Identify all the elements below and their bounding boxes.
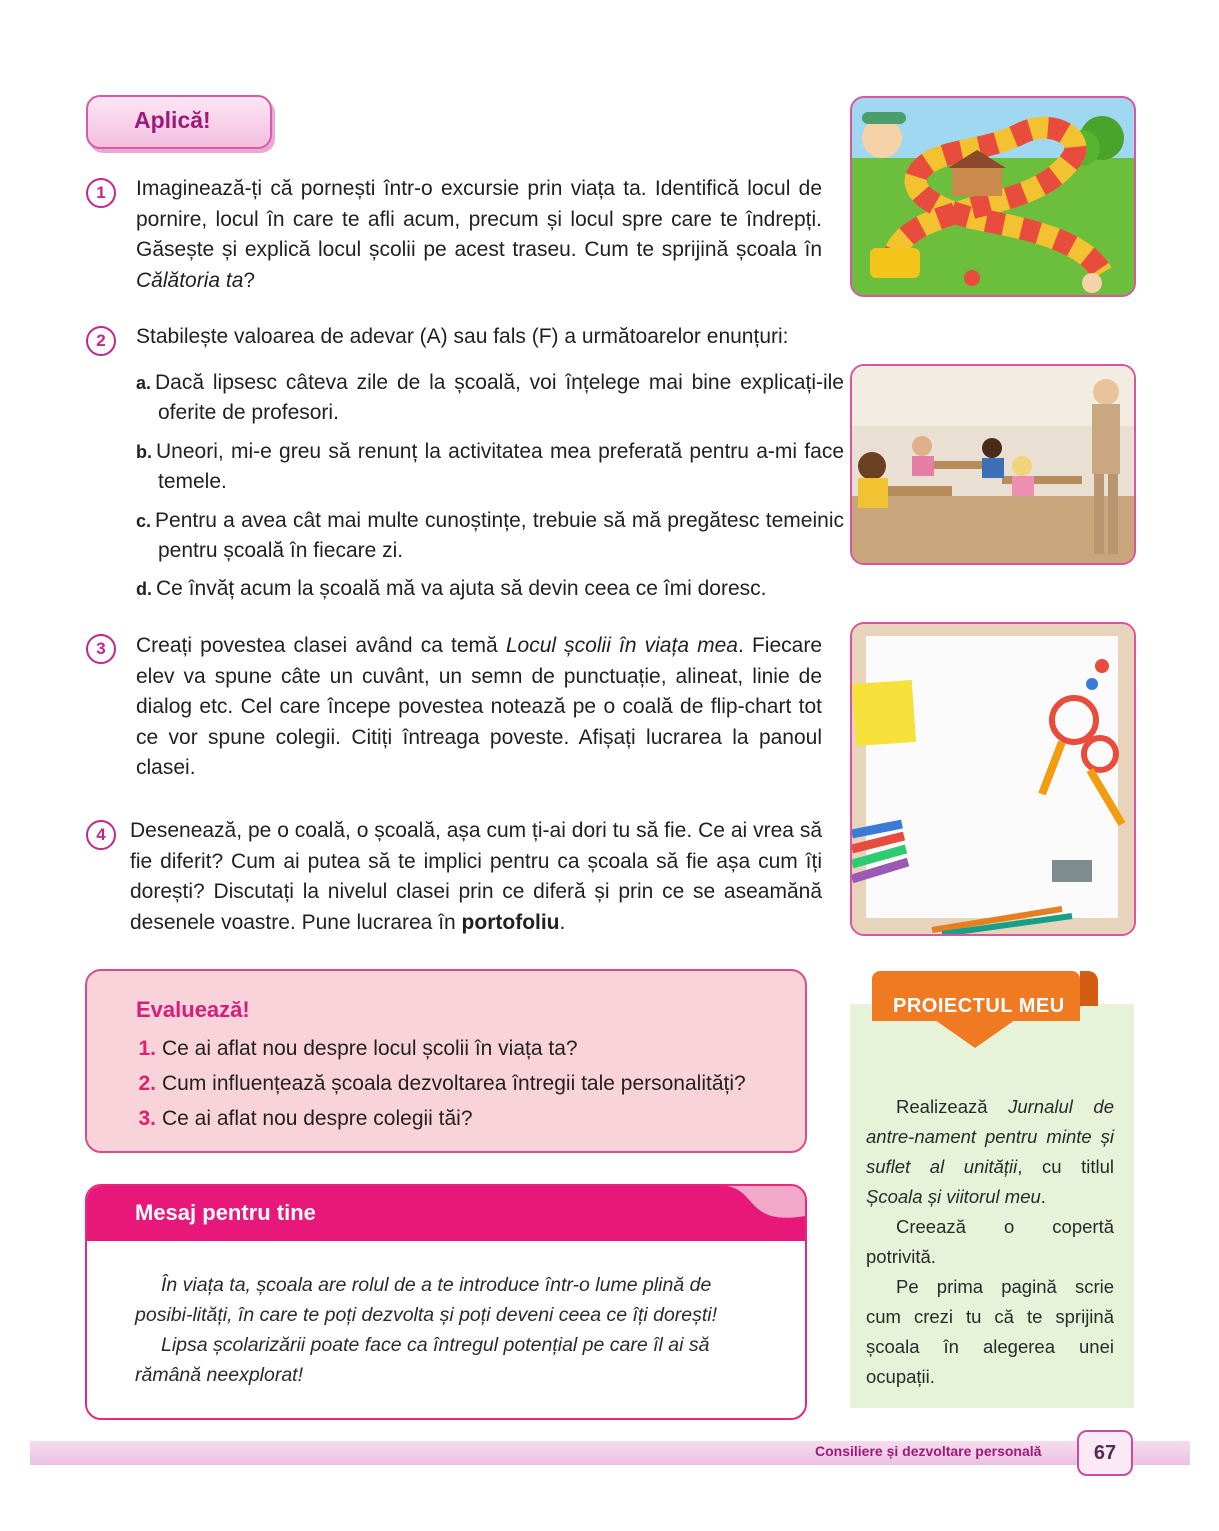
mesaj-header-bar [87, 1186, 805, 1241]
exercise-4-number: 4 [86, 820, 116, 850]
mesaj-paragraph-1: În viața ta, școala are rolul de a te introduce într-o lume plină de posibi-lități, în care te poți dezvolta și poți deveni ceea ce îți dorești! [135, 1274, 718, 1326]
mesaj-title: Mesaj pentru tine [135, 1200, 316, 1225]
page-number: 67 [1077, 1430, 1133, 1476]
page-curl-icon [707, 1186, 805, 1241]
exercise-2-item-a: a. Dacă lipsesc câteva zile de la școală, voi înțelege mai bine explicați-ile oferite de profesori. [136, 371, 844, 424]
proiect-ribbon-fold [1080, 971, 1098, 1006]
evalueaza-item-2: 2. Cum influențează școala dezvoltarea întregii tale personalități? [138, 1072, 746, 1095]
proiect-text [866, 1092, 1114, 1392]
exercise-3-number: 3 [86, 634, 116, 664]
exercise-2-item-c: c. Pentru a avea cât mai multe cunoștințe, trebuie să mă pregătesc temeinic pentru școală în fiecare zi. [136, 509, 844, 562]
school-supplies-image [850, 622, 1136, 936]
evalueaza-item-1: 1. Ce ai aflat nou despre locul școlii în viața ta? [138, 1037, 578, 1060]
classroom-photo [852, 366, 1134, 563]
exercise-2-item-d: d. Ce învăț acum la școală mă va ajuta să devin ceea ce îmi doresc. [136, 577, 767, 600]
proiect-paragraph-1: Realizează Jurnalul de antre-nament pentru minte și suflet al unității, cu titlul Școala și viitorul meu. [866, 1096, 1115, 1207]
proiect-title: PROIECTUL MEU [893, 995, 1065, 1017]
exercise-3-text: Creați povestea clasei având ca temă Locul școlii în viața mea. Fiecare elev va spune câte un cuvânt, un semn de punctuație, alineat, linie de dialog etc. Cel care începe povestea notează pe o coală de flip-chart tot ce vor spune colegii. Citiți întreaga poveste. Afișați lucrarea la panoul clasei. [136, 634, 822, 779]
evalueaza-item-3: 3. Ce ai aflat nou despre colegii tăi? [138, 1107, 473, 1130]
evalueaza-title: Evaluează! [136, 997, 250, 1022]
proiect-ribbon-arrow [935, 1020, 1015, 1048]
exercise-4-text: Desenează, pe o coală, o școală, așa cum ți-ai dori tu să fie. Ce ai vrea să fie diferit? Cum ai putea să te implici pentru ca școala să fie așa cum îți dorești? Discutați la nivelul clasei prin ce diferă și prin ce se aseamănă desenele voastre. Pune lucrarea în portofoliu. [130, 819, 822, 934]
classroom-image [850, 364, 1136, 565]
mesaj-paragraph-2: Lipsa școlarizării poate face ca întregul potențial pe care îl ai să rămână neexplorat! [135, 1334, 710, 1386]
exercise-2-item-b: b. Uneori, mi-e greu să renunț la activitatea mea preferată pentru a-mi face temele. [136, 440, 844, 493]
exercise-1-number: 1 [86, 178, 116, 208]
proiect-paragraph-2: Creează o copertă potrivită. [866, 1216, 1114, 1267]
school-supplies-photo [852, 624, 1134, 934]
board-game-illustration [852, 98, 1134, 295]
footer-subject: Consiliere și dezvoltare personală [815, 1443, 1042, 1459]
aplica-title: Aplică! [134, 107, 211, 133]
board-game-image [850, 96, 1136, 297]
proiect-paragraph-3: Pe prima pagină scrie cum crezi tu că te sprijină școala în alegerea unei ocupații. [866, 1276, 1114, 1387]
aplica-tab [86, 95, 272, 149]
exercise-2-number: 2 [86, 326, 116, 356]
exercise-2-text: Stabilește valoarea de adevar (A) sau fals (F) a următoarelor enunțuri: [136, 325, 789, 348]
exercise-1-text: Imaginează-ți că pornești într-o excursie prin viața ta. Identifică locul de pornire, locul în care te afli acum, precum și locul spre care te îndrepți. Găsește și explică locul școlii pe acest traseu. Cum te sprijină școala în Călătoria ta? [136, 177, 822, 292]
mesaj-box [85, 1184, 807, 1420]
